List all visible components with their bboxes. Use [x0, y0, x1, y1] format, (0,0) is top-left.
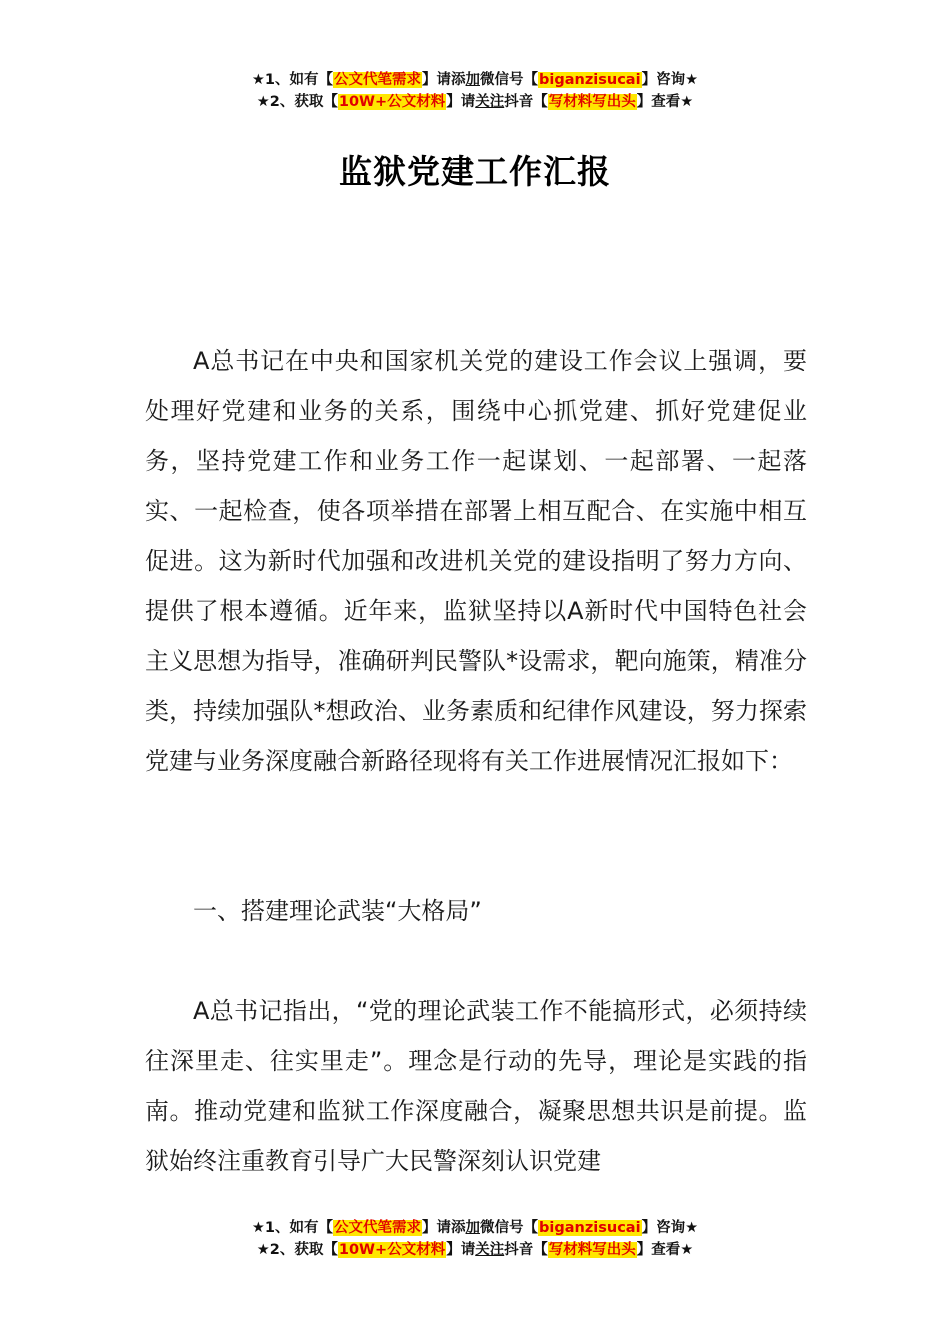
footer-ad — [0, 1217, 950, 1261]
highlight-wechat-id: biganzisucai — [539, 72, 641, 88]
highlight-service: 公文代笔需求 — [334, 72, 422, 88]
heading-text: 一、搭建理论武装“大格局” — [193, 897, 482, 925]
highlight-service: 公文代笔需求 — [334, 1220, 422, 1236]
footer-ad-line-1: ★1、如有【公文代笔需求】请添加微信号【biganzisucai】咨询★ — [251, 1220, 699, 1236]
highlight-wechat-id: biganzisucai — [539, 1220, 641, 1236]
body-paragraph-1 — [145, 336, 807, 786]
header-ad-line-2: ★2、获取【10W+公文材料】请关注抖音【写材料写出头】查看★ — [256, 94, 694, 110]
highlight-materials: 10W+公文材料 — [338, 94, 446, 110]
section-heading-1 — [145, 886, 807, 936]
footer-ad-line-2: ★2、获取【10W+公文材料】请关注抖音【写材料写出头】查看★ — [256, 1242, 694, 1258]
page-title: 监狱党建工作汇报 — [339, 152, 611, 191]
body-paragraph-2 — [145, 986, 807, 1186]
header-ad — [0, 69, 950, 113]
header-ad-line-1: ★1、如有【公文代笔需求】请添加微信号【biganzisucai】咨询★ — [251, 72, 699, 88]
paragraph-text: A总书记指出，“党的理论武装工作不能搞形式，必须持续往深里走、往实里走”。理念是行动的先导，理论是实践的指南。推动党建和监狱工作深度融合，凝聚思想共识是前提。监狱始终注重教育引导广大民警深刻认识党建 — [145, 997, 807, 1175]
highlight-douyin-account: 写材料写出头 — [548, 94, 636, 110]
highlight-materials: 10W+公文材料 — [338, 1242, 446, 1258]
highlight-douyin-account: 写材料写出头 — [548, 1242, 636, 1258]
paragraph-text: A总书记在中央和国家机关党的建设工作会议上强调，要处理好党建和业务的关系，围绕中心抓党建、抓好党建促业务，坚持党建工作和业务工作一起谋划、一起部署、一起落实、一起检查，使各项举措在部署上相互配合、在实施中相互促进。这为新时代加强和改进机关党的建设指明了努力方向、提供了根本遵循。近年来，监狱坚持以A新时代中国特色社会主义思想为指导，准确研判民警队*设需求，靶向施策，精准分类，持续加强队*想政治、业务素质和纪律作风建设，努力探索党建与业务深度融合新路径现将有关工作进展情况汇报如下： — [145, 347, 807, 775]
